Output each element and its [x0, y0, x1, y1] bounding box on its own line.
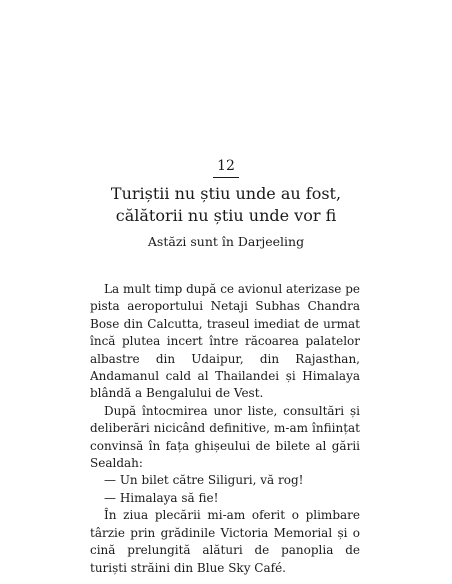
paragraph: În ziua plecării mi-am oferit o plimbare târzie prin grădinile Victoria Memorial și o cină prelungită alături de panoplia de turiști străini din Blue Sky Café. [90, 508, 360, 575]
chapter-subtitle: Astăzi sunt în Darjeeling [147, 234, 305, 249]
chapter-title-line-2: călătorii nu știu unde vor fi [115, 206, 337, 225]
paragraph: După întocmirea unor liste, consultări și deliberări nicicând definitive, m-am înființat convinsă în fața ghișeului de bilete al gării Sealdah: [90, 403, 360, 471]
paragraph: La mult timp după ce avionul aterizase pe pista aeroportului Netaji Subhas Chandra Bose din Calcutta, traseul imediat de urmat încă plutea incert între răcoarea palatelor albastre din Udaipur, din Rajasthan, Andamanul cald al Thailandei și Himalaya blândă a Bengalului de Vest. [90, 282, 360, 401]
chapter-number: 12 [217, 158, 235, 174]
chapter-title-line-1: Turiștii nu știu unde au fost, [110, 184, 342, 203]
body-text [90, 281, 360, 577]
chapter-title [0, 183, 452, 227]
dialogue-line: — Un bilet către Siliguri, vă rog! [104, 473, 304, 488]
chapter-divider [213, 177, 239, 178]
dialogue-line: — Himalaya să fie! [104, 490, 219, 505]
